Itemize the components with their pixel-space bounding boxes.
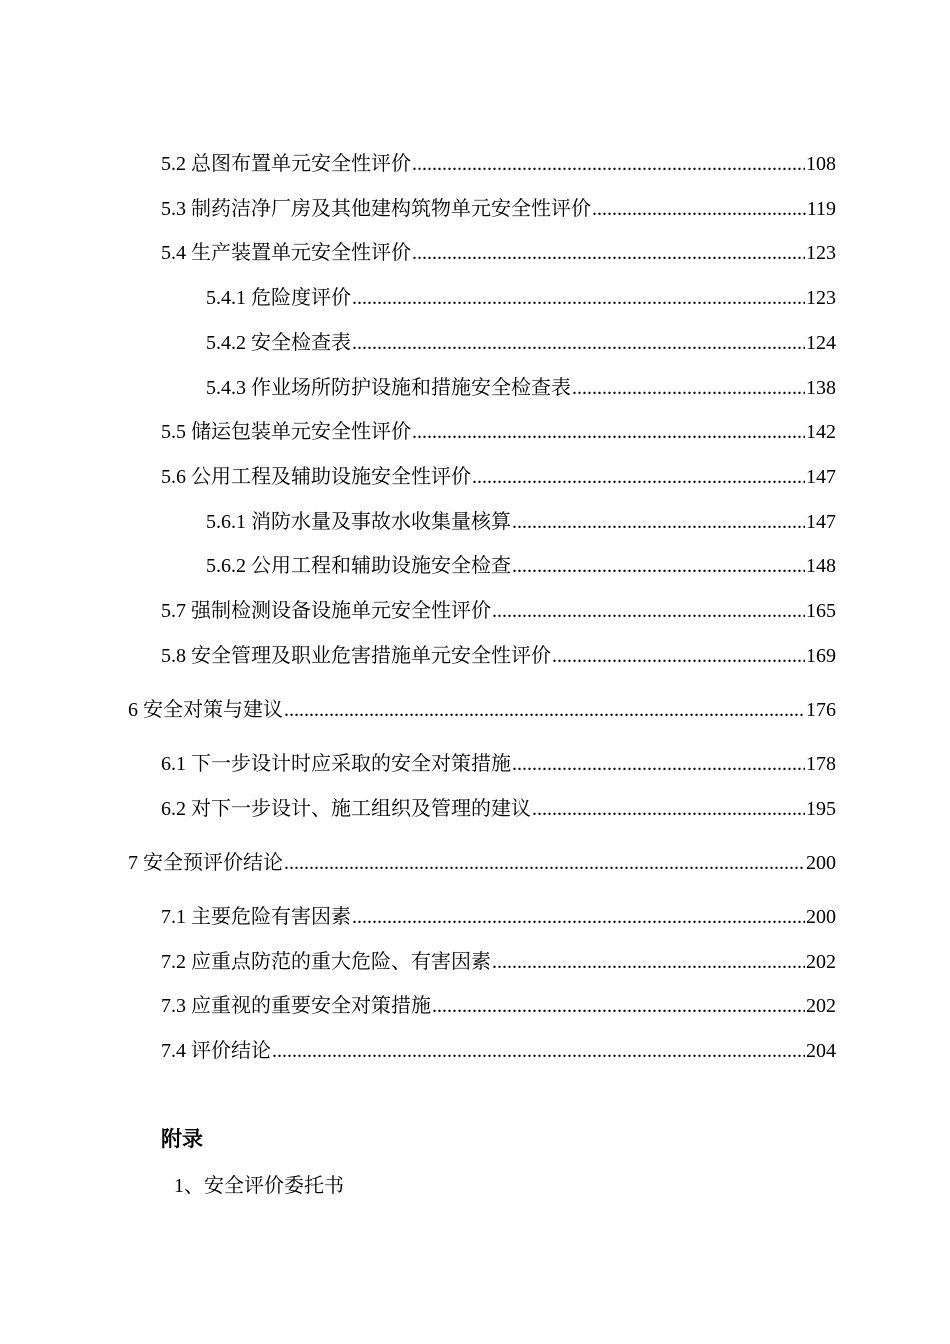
toc-leader-dots: [512, 507, 805, 537]
toc-leader-dots: [432, 991, 805, 1021]
toc-leader-dots: [352, 328, 805, 358]
toc-entry-5-3[interactable]: [161, 194, 836, 224]
toc-entry-page: 123: [806, 242, 836, 264]
toc-entry-title: 5.5 储运包装单元安全性评价: [161, 421, 411, 443]
toc-entry-5-4-1[interactable]: [206, 283, 836, 313]
toc-entry-page: 176: [806, 699, 836, 721]
toc-entry-page: 202: [806, 951, 836, 973]
toc-leader-dots: [412, 417, 805, 447]
toc-leader-dots: [572, 373, 805, 403]
toc-entry-page: 147: [806, 511, 836, 533]
toc-entry-title: 5.4 生产装置单元安全性评价: [161, 242, 411, 264]
appendix-item: 1、安全评价委托书: [174, 1175, 344, 1197]
appendix-heading: 附录: [161, 1127, 203, 1151]
toc-entry-page: 119: [806, 198, 836, 220]
toc-entry-title: 7.3 应重视的重要安全对策措施: [161, 995, 431, 1017]
toc-entry-page: 200: [806, 906, 836, 928]
toc-leader-dots: [492, 947, 805, 977]
toc-leader-dots: [552, 641, 805, 671]
toc-entry-title: 7 安全预评价结论: [128, 852, 283, 874]
toc-entry-7-3[interactable]: [161, 991, 836, 1021]
toc-leader-dots: [352, 902, 805, 932]
toc-entry-5-5[interactable]: [161, 417, 836, 447]
toc-entry-title: 5.8 安全管理及职业危害措施单元安全性评价: [161, 645, 551, 667]
toc-entry-page: 108: [806, 153, 836, 175]
toc-entry-5-4-3[interactable]: [206, 373, 836, 403]
toc-leader-dots: [492, 596, 805, 626]
toc-leader-dots: [272, 1036, 805, 1066]
toc-entry-page: 148: [806, 555, 836, 577]
toc-entry-6-1[interactable]: [161, 749, 836, 779]
toc-entry-title: 6 安全对策与建议: [128, 699, 283, 721]
toc-entry-5-6[interactable]: [161, 462, 836, 492]
toc-entry-5-4-2[interactable]: [206, 328, 836, 358]
toc-entry-title: 7.1 主要危险有害因素: [161, 906, 351, 928]
toc-leader-dots: [512, 551, 805, 581]
toc-entry-title: 5.6 公用工程及辅助设施安全性评价: [161, 466, 471, 488]
toc-entry-page: 138: [806, 377, 836, 399]
toc-entry-5-6-2[interactable]: [206, 551, 836, 581]
toc-entry-7[interactable]: [128, 848, 836, 878]
toc-entry-title: 5.4.2 安全检查表: [206, 332, 351, 354]
toc-entry-5-4[interactable]: [161, 238, 836, 268]
toc-entry-title: 6.1 下一步设计时应采取的安全对策措施: [161, 753, 511, 775]
toc-entry-7-1[interactable]: [161, 902, 836, 932]
toc-entry-page: 165: [806, 600, 836, 622]
toc-leader-dots: [412, 149, 805, 179]
toc-leader-dots: [472, 462, 805, 492]
toc-leader-dots: [284, 848, 805, 878]
toc-entry-title: 5.6.1 消防水量及事故水收集量核算: [206, 511, 511, 533]
toc-entry-page: 123: [806, 287, 836, 309]
toc-entry-page: 178: [806, 753, 836, 775]
toc-entry-title: 5.7 强制检测设备设施单元安全性评价: [161, 600, 491, 622]
toc-entry-title: 5.4.3 作业场所防护设施和措施安全检查表: [206, 377, 571, 399]
toc-entry-7-4[interactable]: [161, 1036, 836, 1066]
toc-entry-5-8[interactable]: [161, 641, 836, 671]
toc-leader-dots: [352, 283, 805, 313]
toc-entry-page: 142: [806, 421, 836, 443]
toc-entry-title: 5.2 总图布置单元安全性评价: [161, 153, 411, 175]
toc-entry-page: 202: [806, 995, 836, 1017]
toc-entry-page: 195: [806, 798, 836, 820]
toc-entry-6[interactable]: [128, 695, 836, 725]
toc-entry-page: 200: [806, 852, 836, 874]
toc-entry-title: 7.2 应重点防范的重大危险、有害因素: [161, 951, 491, 973]
toc-entry-page: 124: [806, 332, 836, 354]
toc-entry-title: 5.6.2 公用工程和辅助设施安全检查: [206, 555, 511, 577]
toc-entry-5-7[interactable]: [161, 596, 836, 626]
toc-entry-page: 169: [806, 645, 836, 667]
toc-entry-title: 7.4 评价结论: [161, 1040, 271, 1062]
toc-entry-title: 5.4.1 危险度评价: [206, 287, 351, 309]
toc-entry-page: 147: [806, 466, 836, 488]
toc-entry-page: 204: [806, 1040, 836, 1062]
toc-entry-title: 6.2 对下一步设计、施工组织及管理的建议: [161, 798, 531, 820]
toc-leader-dots: [512, 749, 805, 779]
toc-entry-7-2[interactable]: [161, 947, 836, 977]
toc-entry-5-2[interactable]: [161, 149, 836, 179]
toc-leader-dots: [412, 238, 805, 268]
toc-leader-dots: [592, 194, 806, 224]
toc-entry-5-6-1[interactable]: [206, 507, 836, 537]
toc-leader-dots: [532, 794, 805, 824]
toc-entry-title: 5.3 制药洁净厂房及其他建构筑物单元安全性评价: [161, 198, 591, 220]
toc-leader-dots: [284, 695, 805, 725]
toc-entry-6-2[interactable]: [161, 794, 836, 824]
